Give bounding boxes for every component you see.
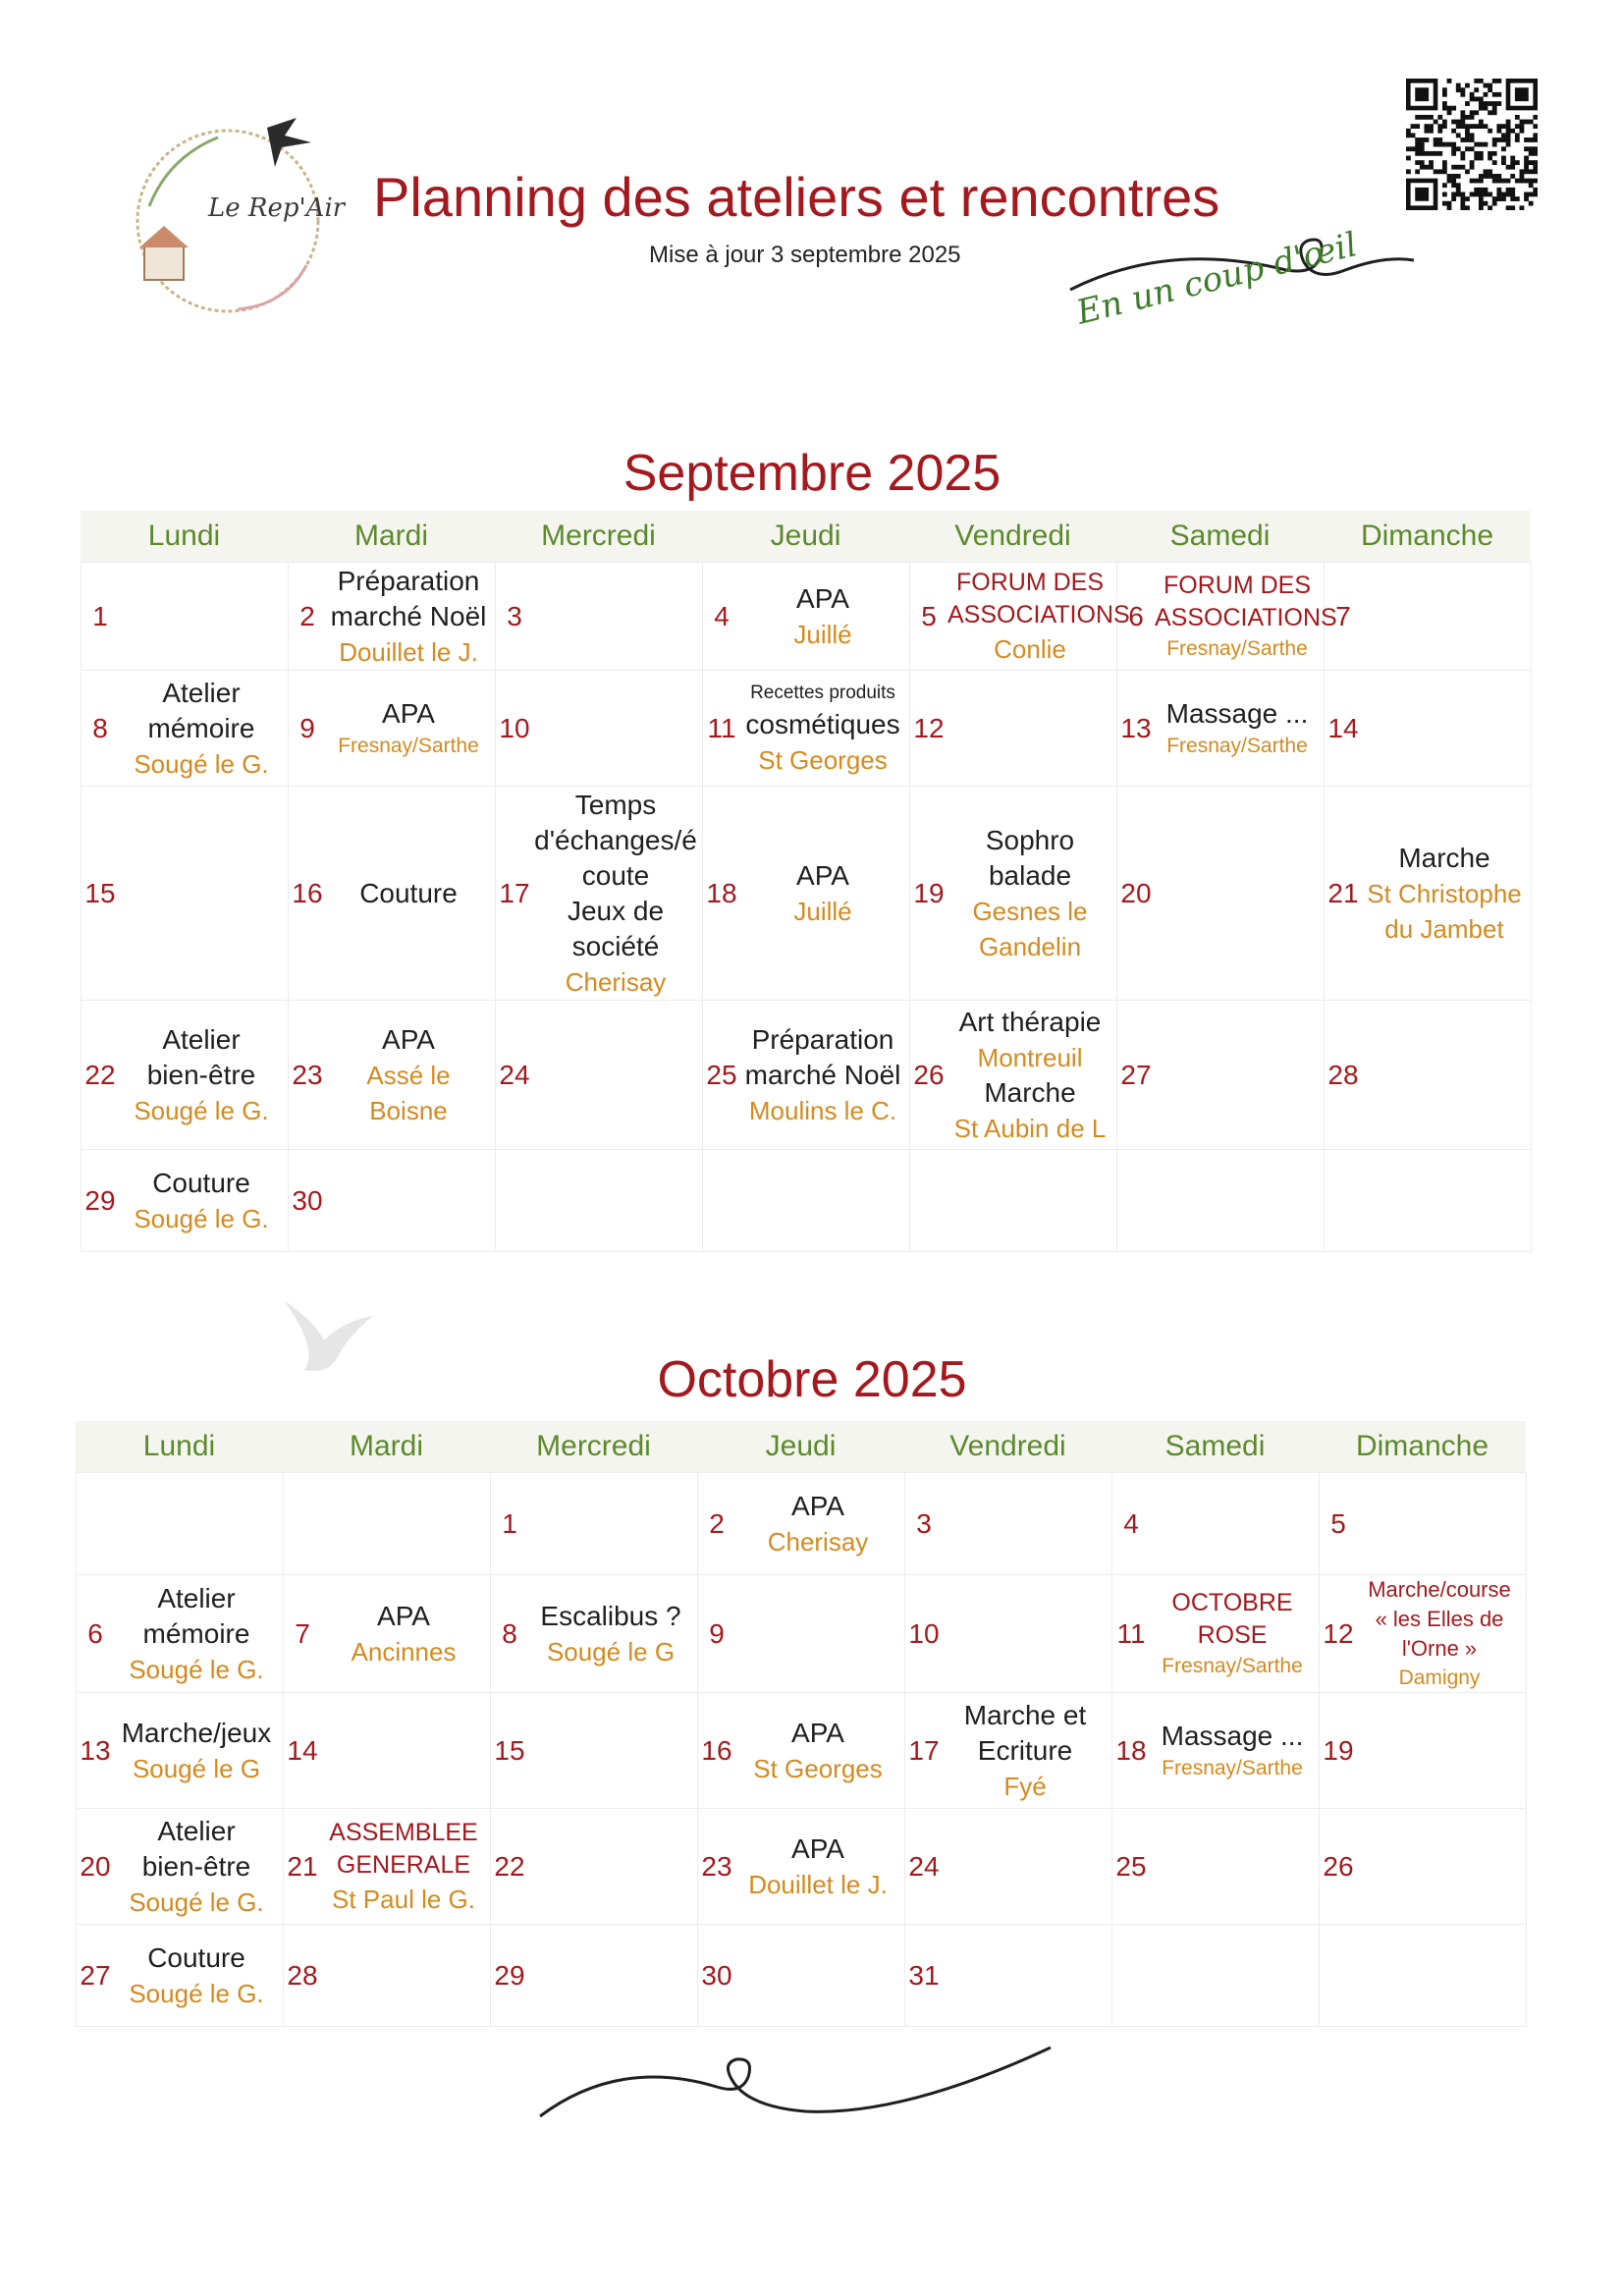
event: [114, 1814, 279, 1920]
day-number: 28: [287, 1959, 318, 1991]
event-title: Atelier: [162, 677, 241, 708]
event: [1155, 570, 1337, 664]
week-row: [77, 1809, 1527, 1925]
page-title: Planning des ateliers et rencontres: [373, 166, 1220, 228]
week-row: [77, 1575, 1527, 1693]
event: [114, 1716, 279, 1786]
weekday-header: Jeudi: [770, 519, 841, 552]
event: [119, 676, 284, 782]
event-title: GENERALE: [336, 1850, 471, 1879]
day-number: 30: [292, 1184, 323, 1216]
day-cell: [1117, 671, 1325, 787]
day-cell: [1112, 1575, 1320, 1693]
event-title: Préparation: [337, 565, 480, 596]
day-number: 23: [701, 1850, 732, 1882]
event-location: St Christophe: [1367, 878, 1522, 908]
week-row: [77, 1925, 1527, 2027]
day-number: 10: [499, 712, 530, 743]
day-cell: [703, 787, 910, 1001]
event-title: bien-être: [141, 1850, 251, 1882]
day-number: 1: [92, 600, 108, 631]
day-cell: [491, 1809, 698, 1925]
event-location: Conlie: [994, 633, 1066, 664]
day-cell: [1117, 1001, 1325, 1150]
day-number: 11: [1116, 1617, 1146, 1649]
day-cell: [491, 1473, 698, 1575]
event-title: mémoire: [147, 712, 255, 743]
event: [321, 1817, 486, 1917]
event-location: Boisne: [369, 1095, 448, 1125]
day-cell: [496, 671, 703, 787]
event-location: Fyé: [1003, 1771, 1047, 1801]
event-location: St Georges: [758, 744, 888, 775]
event-location: Gandelin: [978, 931, 1082, 961]
day-cell: [284, 1809, 491, 1925]
event: [1357, 1575, 1522, 1693]
event-title: FORUM DES: [956, 568, 1104, 596]
event: [114, 1581, 279, 1687]
day-cell: [491, 1693, 698, 1809]
day-cell: [1325, 787, 1532, 1001]
event-title: Couture: [147, 1941, 245, 1973]
event: [740, 858, 905, 929]
day-cell: [698, 1575, 905, 1693]
day-cell: [905, 1809, 1112, 1925]
event-title: APA: [382, 1023, 435, 1055]
day-number: 9: [299, 712, 315, 743]
event: [943, 1698, 1108, 1804]
day-number: 16: [292, 877, 323, 908]
day-number: 15: [494, 1734, 525, 1766]
event-title: cosmétiques: [745, 708, 900, 739]
day-cell: [910, 1001, 1117, 1150]
slogan-flourish: [1051, 201, 1424, 339]
day-cell: [703, 671, 910, 787]
day-cell: [496, 1001, 703, 1150]
day-number: 27: [80, 1959, 111, 1991]
day-number: 22: [84, 1059, 116, 1090]
event-location: Ancinnes: [351, 1636, 457, 1667]
day-number: 12: [1323, 1617, 1354, 1649]
day-number: 24: [499, 1059, 530, 1090]
event: [326, 1022, 491, 1128]
day-cell: [1117, 1150, 1325, 1252]
day-cell: [910, 787, 1117, 1001]
event: [326, 876, 491, 911]
event-location: Sougé le G.: [134, 1095, 269, 1125]
slogan-text: En un coup d'œil: [1072, 225, 1362, 333]
week-row: [81, 1150, 1532, 1252]
event-title: d'échanges/é: [534, 824, 697, 855]
day-number: 18: [706, 877, 737, 908]
day-cell: [1320, 1809, 1527, 1925]
event: [528, 1599, 693, 1669]
event-title: APA: [791, 1832, 844, 1864]
day-cell: [1112, 1473, 1320, 1575]
day-cell: [703, 563, 910, 671]
day-cell: [905, 1693, 1112, 1809]
day-cell: [284, 1925, 491, 2027]
day-cell: [1325, 1150, 1532, 1252]
day-number: 31: [908, 1959, 940, 1991]
event-title: Marche: [1398, 842, 1490, 873]
day-cell: [905, 1575, 1112, 1693]
event-location: Montreuil: [977, 1042, 1083, 1072]
day-number: 10: [908, 1617, 940, 1649]
weekday-header: Dimanche: [1360, 519, 1494, 552]
day-number: 22: [494, 1850, 525, 1882]
day-cell: [289, 787, 496, 1001]
event-location: Douillet le J.: [339, 636, 478, 667]
event-location: Sougé le G.: [129, 1886, 264, 1917]
event-location: Fresnay/Sarthe: [1162, 1756, 1303, 1779]
weekday-header: Samedi: [1164, 1430, 1266, 1462]
week-row: [81, 563, 1532, 671]
day-cell: [910, 1150, 1117, 1252]
day-cell: [1117, 787, 1325, 1001]
day-cell: [81, 671, 289, 787]
day-cell: [1112, 1925, 1320, 2027]
event: [740, 581, 905, 652]
day-number: 5: [1330, 1507, 1346, 1539]
event-location: du Jambet: [1384, 913, 1504, 944]
day-cell: [81, 563, 289, 671]
event-location: St Georges: [753, 1753, 883, 1783]
association-logo: [110, 98, 346, 324]
week-row: [77, 1473, 1527, 1575]
event-location: Assé le: [366, 1060, 451, 1090]
day-number: 28: [1327, 1059, 1359, 1090]
week-row: [81, 671, 1532, 787]
event: [119, 1022, 284, 1128]
day-number: 21: [287, 1850, 318, 1882]
day-cell: [81, 787, 289, 1001]
event-title: Art thérapie: [958, 1006, 1102, 1037]
day-cell: [698, 1693, 905, 1809]
day-number: 19: [1323, 1734, 1354, 1766]
day-number: 29: [84, 1184, 116, 1216]
day-cell: [81, 1001, 289, 1150]
weekday-header: Mardi: [353, 519, 428, 552]
day-number: 24: [908, 1850, 940, 1882]
day-cell: [1320, 1925, 1527, 2027]
event-title: Atelier: [157, 1582, 236, 1613]
day-cell: [77, 1925, 284, 2027]
month-title: Septembre 2025: [623, 445, 1001, 502]
event-location: Moulins le C.: [748, 1095, 897, 1125]
day-cell: [1325, 563, 1532, 671]
event: [119, 1166, 284, 1236]
event-location: Fresnay/Sarthe: [1166, 636, 1308, 660]
day-number: 30: [701, 1959, 732, 1991]
event: [321, 1599, 486, 1669]
event: [735, 1489, 900, 1559]
event-title: Massage ...: [1161, 1720, 1304, 1751]
event-title: ASSOCIATIONS: [947, 600, 1130, 629]
event-location: Sougé le G: [546, 1636, 676, 1667]
day-number: 1: [502, 1507, 517, 1539]
day-number: 20: [80, 1850, 111, 1882]
event-title: ROSE: [1197, 1620, 1268, 1649]
event-title: Marche et: [963, 1699, 1087, 1730]
event-title: mémoire: [142, 1617, 250, 1649]
bird-decoration-icon: [275, 1282, 383, 1380]
day-cell: [703, 1150, 910, 1252]
event: [326, 696, 491, 761]
day-number: 2: [299, 600, 315, 631]
day-number: 9: [709, 1617, 725, 1649]
event: [735, 1716, 900, 1786]
weekday-header: Lundi: [147, 519, 221, 552]
day-cell: [491, 1575, 698, 1693]
day-number: 17: [908, 1734, 940, 1766]
day-cell: [289, 671, 496, 787]
day-cell: [910, 563, 1130, 671]
event-title: marché Noël: [744, 1059, 901, 1090]
weekday-header: Mercredi: [541, 519, 656, 552]
day-cell: [905, 1473, 1112, 1575]
day-number: 26: [913, 1059, 945, 1090]
day-cell: [1112, 1693, 1320, 1809]
event-location: Sougé le G.: [129, 1978, 264, 2008]
day-number: 8: [92, 712, 108, 743]
event: [947, 567, 1130, 667]
day-number: 15: [84, 877, 116, 908]
event: [735, 1831, 900, 1902]
event-location: Cherisay: [767, 1526, 869, 1557]
event-title: Escalibus ?: [540, 1600, 681, 1631]
event-title: Marche/jeux: [121, 1717, 272, 1748]
event: [326, 564, 491, 670]
day-cell: [284, 1575, 491, 1693]
weekday-header-row: [76, 1421, 1526, 1472]
event-location: Fresnay/Sarthe: [1166, 734, 1308, 757]
weekday-header: Mardi: [349, 1430, 423, 1462]
day-number: 14: [1327, 712, 1359, 743]
day-number: 20: [1120, 877, 1152, 908]
weekday-header: Lundi: [142, 1430, 216, 1462]
event-title: APA: [791, 1490, 844, 1521]
event: [740, 1022, 905, 1128]
day-number: 16: [701, 1734, 732, 1766]
event: [114, 1941, 279, 2011]
day-cell: [77, 1693, 284, 1809]
day-number: 3: [507, 600, 522, 631]
event-title: société: [571, 930, 660, 961]
event-title: balade: [988, 859, 1072, 891]
event-title: APA: [382, 697, 435, 729]
event-location: Douillet le J.: [748, 1869, 888, 1899]
event: [947, 823, 1112, 964]
event-location: Fresnay/Sarthe: [1162, 1654, 1303, 1677]
day-cell: [910, 671, 1117, 787]
event-title: Massage ...: [1165, 697, 1309, 729]
day-number: 8: [502, 1617, 517, 1649]
event-location: Cherisay: [565, 966, 667, 997]
day-cell: [77, 1473, 284, 1575]
day-cell: [1320, 1693, 1527, 1809]
qr-code[interactable]: [1406, 79, 1538, 210]
event-location: Gesnes le: [972, 896, 1088, 926]
event-title: bien-être: [146, 1059, 256, 1090]
event-title: Ecriture: [977, 1734, 1073, 1766]
event-location: Sougé le G.: [129, 1654, 264, 1684]
event-title: Jeux de: [567, 895, 665, 926]
day-cell: [1325, 671, 1532, 787]
day-number: 11: [707, 712, 736, 743]
day-number: 13: [1120, 712, 1152, 743]
event-title: ASSOCIATIONS: [1155, 603, 1337, 631]
event: [740, 680, 905, 778]
weekday-header: Vendredi: [954, 519, 1071, 552]
day-cell: [698, 1473, 905, 1575]
day-number: 23: [292, 1059, 323, 1090]
day-number: 27: [1120, 1059, 1152, 1090]
day-number: 18: [1115, 1734, 1147, 1766]
event-title: Sophro: [985, 824, 1075, 855]
day-number: 25: [706, 1059, 737, 1090]
event-title: ASSEMBLEE: [329, 1818, 478, 1846]
event-title: Marche/course: [1368, 1576, 1511, 1602]
event-title: coute: [581, 859, 650, 891]
day-number: 3: [916, 1507, 932, 1539]
event-title: APA: [791, 1717, 844, 1748]
week-row: [81, 787, 1532, 1001]
event-location: Juillé: [793, 619, 852, 649]
day-cell: [284, 1473, 491, 1575]
event-title: APA: [377, 1600, 430, 1631]
day-number: 6: [87, 1617, 103, 1649]
day-cell: [905, 1925, 1112, 2027]
event: [947, 1005, 1112, 1146]
event-title: marché Noël: [330, 600, 487, 631]
day-cell: [1117, 563, 1337, 671]
event: [1150, 1719, 1315, 1783]
day-number: 21: [1327, 877, 1359, 908]
day-number: 17: [499, 877, 530, 908]
event-location: Fresnay/Sarthe: [338, 734, 479, 757]
day-number: 6: [1128, 600, 1144, 631]
day-number: 14: [287, 1734, 318, 1766]
day-cell: [1325, 1001, 1532, 1150]
event-title: Préparation: [751, 1023, 894, 1055]
event-title: Recettes produits: [750, 682, 895, 703]
event-location: St Paul le G.: [332, 1884, 475, 1914]
event-location: St Aubin de L: [953, 1113, 1107, 1143]
event-title: « les Elles de: [1375, 1606, 1504, 1631]
event-title: Atelier: [157, 1815, 236, 1846]
footer-heart-flourish: [530, 2018, 1060, 2136]
day-cell: [77, 1809, 284, 1925]
event: [1362, 841, 1527, 947]
day-number: 7: [295, 1617, 310, 1649]
weekday-header: Jeudi: [765, 1430, 837, 1462]
day-number: 19: [913, 877, 945, 908]
week-row: [77, 1693, 1527, 1809]
event: [533, 788, 698, 1000]
weekday-header: Dimanche: [1355, 1430, 1489, 1462]
weekday-header-row: [81, 511, 1531, 562]
day-number: 4: [714, 600, 730, 631]
weekday-header: Samedi: [1169, 519, 1271, 552]
event-title: Couture: [152, 1167, 250, 1198]
day-cell: [284, 1693, 491, 1809]
weekday-header: Mercredi: [536, 1430, 651, 1462]
day-cell: [1112, 1809, 1320, 1925]
day-cell: [698, 1925, 905, 2027]
day-cell: [496, 1150, 703, 1252]
day-cell: [77, 1575, 284, 1693]
week-row: [81, 1001, 1532, 1150]
event-title: Marche: [984, 1076, 1076, 1108]
event-title: FORUM DES: [1164, 571, 1311, 599]
day-number: 4: [1123, 1507, 1139, 1539]
day-cell: [1320, 1575, 1527, 1693]
event: [1155, 696, 1320, 761]
event-title: l'Orne »: [1401, 1635, 1478, 1661]
day-number: 5: [921, 600, 937, 631]
month-title: Octobre 2025: [657, 1351, 967, 1408]
day-number: 25: [1115, 1850, 1147, 1882]
day-cell: [289, 1150, 496, 1252]
day-number: 7: [1335, 600, 1351, 631]
day-number: 12: [913, 712, 945, 743]
event-title: OCTOBRE: [1171, 1588, 1293, 1616]
day-cell: [703, 1001, 910, 1150]
day-cell: [1320, 1473, 1527, 1575]
logo-text: Le Rep'Air: [208, 193, 346, 223]
day-number: 2: [709, 1507, 725, 1539]
day-cell: [698, 1809, 905, 1925]
event-title: APA: [796, 859, 849, 891]
event-location: Juillé: [793, 896, 852, 926]
day-cell: [289, 1001, 496, 1150]
weekday-header: Vendredi: [949, 1430, 1066, 1462]
update-date: Mise à jour 3 septembre 2025: [649, 242, 961, 268]
event-location: Sougé le G.: [134, 1203, 269, 1233]
day-number: 26: [1323, 1850, 1354, 1882]
event: [1150, 1587, 1315, 1681]
event-location: Damigny: [1398, 1666, 1481, 1689]
day-number: 29: [494, 1959, 525, 1991]
day-cell: [496, 787, 703, 1001]
event-title: Atelier: [162, 1023, 241, 1055]
event-title: Temps: [574, 789, 657, 820]
day-cell: [491, 1925, 698, 2027]
day-cell: [496, 563, 703, 671]
day-number: 13: [80, 1734, 111, 1766]
event-title: Couture: [359, 877, 458, 908]
day-cell: [289, 563, 496, 671]
event-location: Sougé le G: [132, 1753, 261, 1783]
event-location: Sougé le G.: [134, 748, 269, 779]
day-cell: [81, 1150, 289, 1252]
event-title: APA: [796, 582, 849, 614]
